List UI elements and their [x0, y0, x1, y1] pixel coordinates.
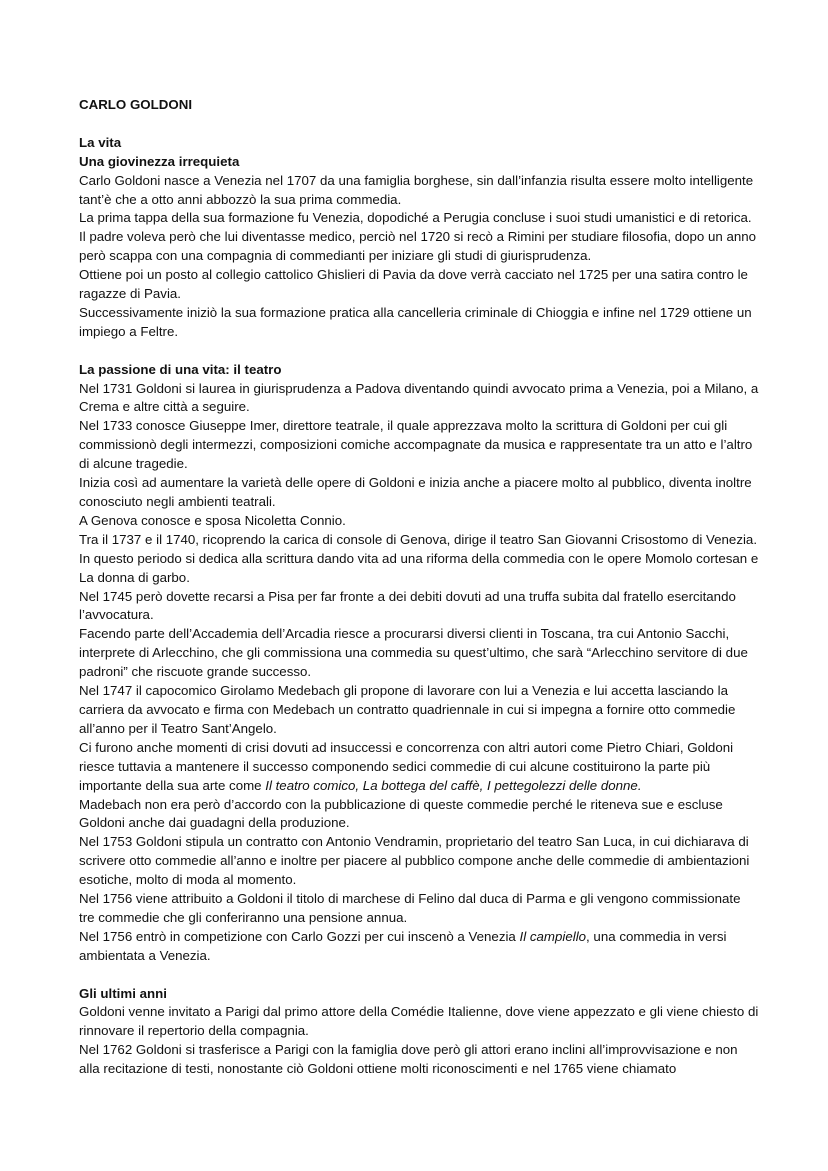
- paragraph: La prima tappa della sua formazione fu Venezia, dopodiché a Perugia concluse i suoi studi umanistici e di retorica. Il padre voleva però che lui diventasse medico, perciò nel 1720 si recò a Rimini per studiare filosofia, dopo un anno però scappa con una compagnia di commedianti per iniziare gli studi di giurisprudenza.: [79, 210, 757, 264]
- paragraph: Nel 1745 però dovette recarsi a Pisa per far fronte a dei debiti dovuti ad una truffa subita dal fratello esercitando l’avvocatura.: [79, 588, 736, 623]
- paragraph: A Genova conosce e sposa Nicoletta Connio.: [79, 512, 346, 528]
- paragraph-text: , una commedia in versi ambientata a Venezia.: [79, 928, 727, 963]
- paragraph-text: Nel 1756 entrò in competizione con Carlo Gozzi per cui inscenò a Venezia: [79, 928, 520, 944]
- document-title: CARLO GOLDONI: [79, 97, 193, 112]
- paragraph: Nel 1747 il capocomico Girolamo Medebach gli propone di lavorare con lui a Venezia e lui accetta lasciando la carriera da avvocato e firma con Medebach un contratto quadriennale in cui si impegna a fornire otto commedie all’anno per il Teatro Sant’Angelo.: [79, 683, 736, 736]
- paragraph: Inizia così ad aumentare la varietà delle opere di Goldoni e inizia anche a piacere molto al pubblico, diventa inoltre conosciuto negli ambienti teatrali.: [79, 475, 752, 509]
- paragraph: Tra il 1737 e il 1740, ricoprendo la carica di console di Genova, dirige il teatro San Giovanni Crisostomo di Venezia. In questo periodo si dedica alla scrittura dando vita ad una riforma della commedia con le opere Momolo cortesan e La donna di garbo.: [79, 531, 759, 585]
- paragraph: Nel 1753 Goldoni stipula un contratto con Antonio Vendramin, proprietario del teatro San Luca, in cui dichiarava di scrivere otto commedie all’anno e inoltre per piacere al pubblico compone anche delle commedie di ambientazioni esotiche, molto di moda al momento.: [79, 834, 750, 888]
- spacer: [79, 342, 759, 361]
- paragraph: Madebach non era però d’accordo con la pubblicazione di queste commedie perché le riteneva sue e escluse Goldoni anche dai guadagni della produzione.: [79, 796, 723, 831]
- paragraph: Carlo Goldoni nasce a Venezia nel 1707 da una famiglia borghese, sin dall’infanzia risulta essere molto intelligente tant’è che a otto anni abbozzò la sua prima commedia.: [79, 172, 754, 207]
- paragraph: Nel 1733 conosce Giuseppe Imer, direttore teatrale, il quale apprezzava molto la scrittura di Goldoni per cui gli commissionò degli intermezzi, composizioni comiche accompagnate da musica e rappresentate tra un atto e l’altro di alcune tragedie.: [79, 418, 753, 472]
- paragraph: Successivamente iniziò la sua formazione pratica alla cancelleria criminale di Chioggia e infine nel 1729 ottiene un impiego a Feltre.: [79, 304, 752, 339]
- comedy-titles: Il teatro comico, La bottega del caffè, I pettegolezzi delle donne.: [265, 777, 642, 793]
- spacer: [79, 115, 759, 134]
- paragraph-gozzi: [79, 928, 759, 966]
- comedy-title: Il campiello: [519, 928, 587, 944]
- paragraph: Nel 1756 viene attribuito a Goldoni il titolo di marchese di Felino dal duca di Parma e gli vengono commissionate tre commedie che gli conferiranno una pensione annua.: [79, 891, 741, 925]
- paragraph-text: Ci furono anche momenti di crisi dovuti ad insuccessi e concorrenza con altri autori come Pietro Chiari, Goldoni riesce tuttavia a mantenere il successo componendo sedici commedie di cui alcune costituirono la parte più importante della sua arte come: [79, 739, 734, 793]
- section-heading-ultimi-anni: Gli ultimi anni: [79, 985, 167, 1001]
- paragraph: Ottiene poi un posto al collegio cattolico Ghislieri di Pavia da dove verrà cacciato nel 1725 per una satira contro le ragazze di Pavia.: [79, 267, 748, 302]
- document-page: [79, 96, 759, 1079]
- paragraph-crisis: [79, 739, 759, 796]
- spacer: [79, 966, 759, 985]
- paragraph: Nel 1731 Goldoni si laurea in giurisprudenza a Padova diventando quindi avvocato prima a Venezia, poi a Milano, a Crema e altre città a seguire.: [79, 380, 759, 415]
- section-heading-la-vita: La vita: [79, 134, 122, 150]
- section-heading-teatro: La passione di una vita: il teatro: [79, 361, 282, 377]
- subsection-heading-giovinezza: Una giovinezza irrequieta: [79, 153, 240, 169]
- paragraph: Facendo parte dell’Accademia dell’Arcadia riesce a procurarsi diversi clienti in Toscana, tra cui Antonio Sacchi, interprete di Arlecchino, che gli commissiona una commedia su quest’ultimo, che sarà “Arlecchino servitore di due padroni” che riscuote grande successo.: [79, 626, 748, 680]
- paragraph: Nel 1762 Goldoni si trasferisce a Parigi con la famiglia dove però gli attori erano inclini all’improvvisazione e non alla recitazione di testi, nonostante ciò Goldoni ottiene molti riconoscimenti e nel 1765 viene chiamato: [79, 1042, 738, 1077]
- paragraph: Goldoni venne invitato a Parigi dal primo attore della Comédie Italienne, dove viene appezzato e gli viene chiesto di rinnovare il repertorio della compagnia.: [79, 1004, 759, 1039]
